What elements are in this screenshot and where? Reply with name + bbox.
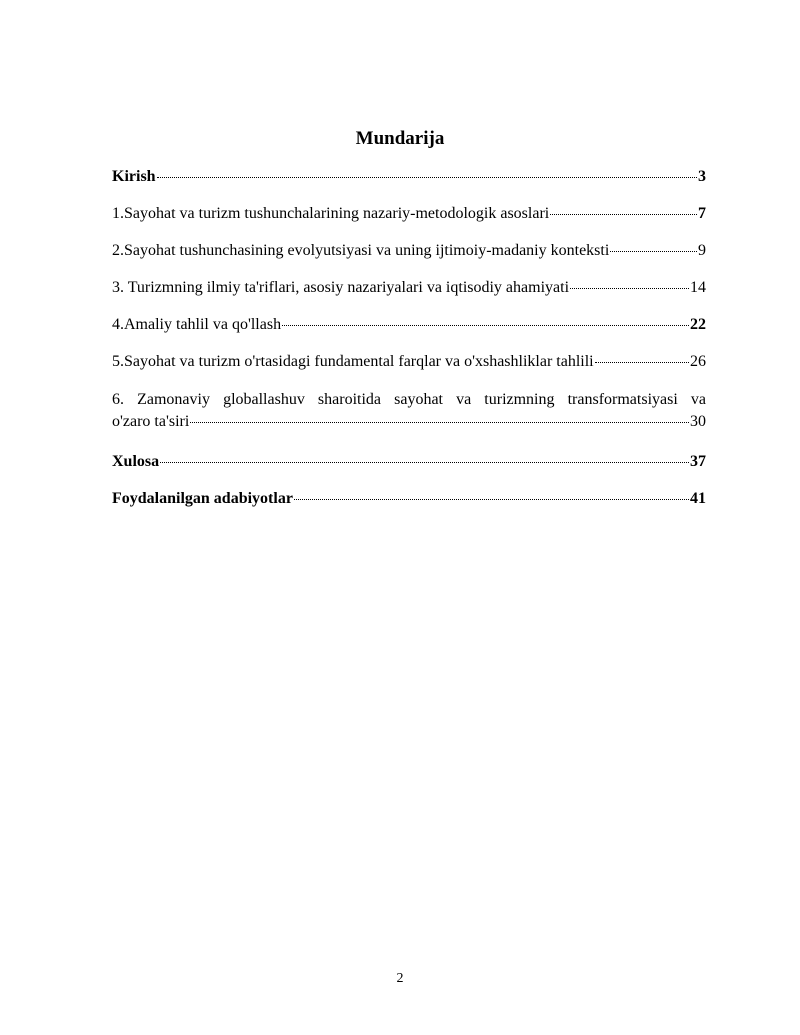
toc-entry-section-5[interactable] bbox=[112, 351, 706, 373]
toc-entry-section-6[interactable] bbox=[112, 389, 706, 433]
dot-leader bbox=[157, 177, 697, 178]
toc-entry-section-2[interactable] bbox=[112, 240, 706, 262]
dot-leader bbox=[610, 251, 697, 252]
dot-leader bbox=[190, 422, 689, 423]
toc-entry-page: 26 bbox=[690, 353, 706, 370]
toc-entry-page: 3 bbox=[698, 168, 706, 185]
toc-entry-text: 4.Amaliy tahlil va qo'llash bbox=[112, 316, 282, 333]
dot-leader bbox=[160, 462, 689, 463]
dot-leader bbox=[282, 325, 689, 326]
page-number: 2 bbox=[396, 971, 404, 986]
toc-entry-xulosa[interactable] bbox=[112, 451, 706, 473]
toc-entry-text: 5.Sayohat va turizm o'rtasidagi fundamental farqlar va o'xshashliklar tahlili bbox=[112, 353, 594, 370]
toc-entry-section-1[interactable] bbox=[112, 203, 706, 225]
toc-title: Mundarija bbox=[355, 128, 445, 149]
dot-leader bbox=[595, 362, 689, 363]
dot-leader bbox=[550, 214, 697, 215]
toc-entry-text: Foydalanilgan adabiyotlar bbox=[112, 490, 293, 507]
toc-entry-text: 2.Sayohat tushunchasining evolyutsiyasi va uning ijtimoiy-madaniy konteksti bbox=[112, 242, 610, 259]
toc-entry-text: Xulosa bbox=[112, 453, 160, 470]
toc-entry-text: Kirish bbox=[112, 168, 156, 185]
toc-entry-section-3[interactable] bbox=[112, 277, 706, 299]
toc-entry-adabiyotlar[interactable] bbox=[112, 488, 706, 510]
toc-entry-section-4[interactable] bbox=[112, 314, 706, 336]
toc-entry-text: 3. Turizmning ilmiy ta'riflari, asosiy nazariyalari va iqtisodiy ahamiyati bbox=[112, 279, 570, 296]
toc-entry-page: 30 bbox=[690, 413, 706, 430]
toc-entry-page: 7 bbox=[698, 205, 706, 222]
toc-entry-text-line-1: 6. Zamonaviy globallashuv sharoitida sayohat va turizmning transformatsiyasi va bbox=[112, 391, 706, 408]
toc-entry-page: 9 bbox=[698, 242, 706, 259]
toc-entry-page: 14 bbox=[690, 279, 706, 296]
toc-entry-text: o'zaro ta'siri bbox=[112, 413, 190, 430]
toc-entry-page: 22 bbox=[690, 316, 706, 333]
dot-leader bbox=[294, 499, 689, 500]
dot-leader bbox=[570, 288, 689, 289]
toc-entry-page: 41 bbox=[690, 490, 706, 507]
toc-entry-text: 1.Sayohat va turizm tushunchalarining nazariy-metodologik asoslari bbox=[112, 205, 550, 222]
toc-entry-kirish[interactable] bbox=[112, 166, 706, 188]
toc-entry-page: 37 bbox=[690, 453, 706, 470]
